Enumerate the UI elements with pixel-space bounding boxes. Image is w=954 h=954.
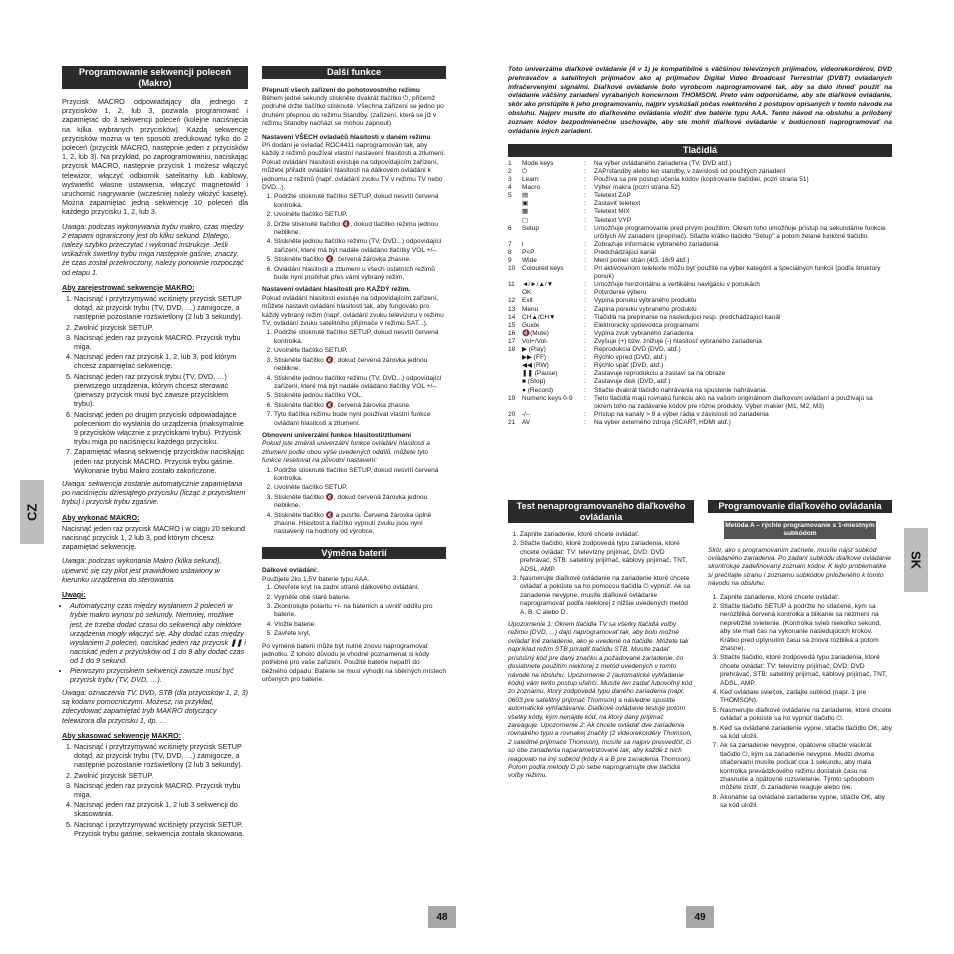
key-name: ▢ [522, 216, 529, 224]
key-separator: : [584, 378, 586, 386]
key-number [508, 217, 522, 225]
battery-title: Dálkové ovládání: [262, 567, 319, 575]
key-number: 11 [508, 281, 515, 289]
key-separator: : [584, 386, 586, 394]
step: 5. Nacisnąć i przytrzymywać wciśnięty przycisk SETUP. Przycisk trybu gaśnie, sekwencja została skasowana. [74, 820, 248, 838]
key-separator: : [584, 208, 586, 216]
key-row [508, 265, 892, 281]
key-separator: : [584, 265, 586, 273]
step: 1. Nacisnąć i przytrzymywać wciśnięty przycisk SETUP dotąd, aż przycisk trybu (TV, DVD, …) zamigocze, a następnie pozostanie rozświetlony (2 lub 3 sekundy). [74, 742, 248, 770]
volume-all-title: Nastavení VŠECH ovladačů hlasitosti v daném režimu [262, 133, 431, 141]
key-number: 10 [508, 265, 516, 273]
key-description: Mení pomer strán (4/3, 16/9 atď.) [594, 257, 690, 264]
key-description: Teletext MIX [594, 208, 630, 216]
key-separator: : [584, 200, 586, 208]
method-a-intro: Skôr, ako s programovaním začnete, musíte nájsť subkód ovládaného zariadenia. Po zadaní subkódu diaľkové ovládanie skontroluje zadefinovaný zoznam kódov. K tejto problematike si prečítajte stranu í zoznamu subkódov priloženého k tomto návodu na obsluhu. [708, 546, 891, 588]
key-description: Potvrdenie výberu [594, 289, 647, 297]
key-description: Stlačte dvakrát tlačidlo nahrávania na spustenie nahrávania. [594, 386, 768, 394]
key-number: 14 [508, 313, 516, 321]
step: 1. Nacisnąć i przytrzymywać wciśnięty przycisk SETUP dotąd, aż przycisk trybu (TV, DVD, …) zamigocze, a następnie pozostanie rozświetlony (2 lub 3 sekundy). [74, 294, 248, 322]
page-number-left: 48 [428, 906, 456, 928]
key-name: 🔇(Mute) [522, 329, 549, 337]
key-separator: : [584, 362, 586, 370]
key-description: Zobrazuje informácie vybraného zariadenia [594, 240, 719, 248]
step: 6. Stiskněte tlačítko 🔇, červená žárovka zhasne. [274, 402, 446, 410]
volume-each-steps [262, 329, 446, 427]
key-row [508, 314, 892, 322]
step: 6. Ovládání hlasitosti a ztlumení u všech ostatních režimů bude nyní probíhat přes vámi vybraný režim. [274, 266, 446, 283]
step: 3. Držte stisknuté tlačítko 🔇, dokud tlačítko režimu jednou neblikne. [274, 221, 446, 238]
key-name: Macro [522, 184, 541, 192]
key-row [508, 411, 892, 419]
key-name: AV [522, 418, 531, 426]
step: 5. Zavřete kryt. [274, 630, 446, 638]
key-description: Reprodukcia DVD (DVD, atď.) [594, 346, 681, 354]
step: 1. Zapnite zariadenie, ktoré chcete ovládať. [720, 594, 892, 602]
key-description: Rýchlo vpred (DVD, atď.) [594, 354, 667, 362]
key-description: Predchádzajúci kanál [594, 248, 656, 256]
key-number: 21 [508, 418, 516, 426]
remark: • Automatyczny czas między wysłaniem 2 poleceń w trybie makro wynosi pó sekundy. Niemniej, możliwe jest, że trzeba dodać czasu do sekwencji aby niektóre urządzenia mogły włączyć się. Aby dodać czas między wysłaniem 2 poleceń, naciskać jeden raz przycisk ❚❚ i naciskać jeden z przycisków od 1 do 9 aby dodać czas od 1 do 9 sekund. [70, 601, 248, 665]
step: 2. Stlačte tlačidlo, ktoré zodpovedá typu zariadenia, ktoré chcete ovládať: TV: televízny prijímač, DVD: DVD prehrávač, STB: satelitný prijímač, káblový prijímač, TNT, ADSL, AMP. [520, 540, 694, 574]
key-description: Vypína ponuku vybraného produktu [594, 297, 697, 305]
key-name: ❚❚ (Pause) [522, 370, 558, 378]
step: 5. Stiskněte jednou tlačítko VOL. [274, 392, 446, 400]
standby-title: Přepnutí všech zařízení do pohotovostního režimu [262, 86, 420, 94]
key-number: 8 [508, 248, 512, 256]
section-header-programming: Programovanie diaľkového ovládania [708, 500, 892, 513]
volume-all-steps [262, 193, 446, 282]
step: 3. Stlačte tlačidlo, ktoré zodpovedá typu zariadenia, ktoré chcete ovládať: TV: televízny prijímač, DVD: DVD prehrávač, STB: satelitný prijímač, káblový prijímač, TNT, ADSL, AMP. [720, 654, 892, 688]
battery-text: Použijete 2ks 1,5V baterie typu AAA. [262, 575, 370, 583]
section-header-macro: Programowanie sekwencji poleceń (Makro) [62, 66, 248, 89]
key-name: Coloured keys [522, 265, 564, 273]
key-number [508, 208, 522, 216]
key-separator: : [584, 167, 586, 175]
key-description: Umožňuje horizontálnu a vertikálnu navigáciu v ponukách [594, 281, 760, 289]
step: 2. Vyjměte obě staré baterie. [274, 594, 446, 602]
battery-steps [262, 584, 446, 638]
key-separator: : [584, 192, 586, 200]
battery-note: Po výměně baterií může být nutné znovu naprogramovat jednotku. Z tohoto důvodu je vhodné poznamenat si kódy potřebné pro vaše zařízení. Použité baterie nepatří do běžného odpadu. Baterie se musí vyhodit na sběrných místech určených pro baterie. [262, 642, 447, 684]
key-name: Wide [522, 257, 537, 264]
key-row [508, 387, 892, 395]
key-separator: : [584, 313, 586, 321]
key-description: Rýchlo späť (DVD, atď.) [594, 362, 664, 370]
key-name: Guide [522, 321, 540, 329]
key-row [508, 354, 892, 362]
key-row [508, 419, 892, 427]
key-separator: : [584, 224, 586, 232]
key-separator: : [584, 418, 586, 426]
subheading-remarks: Uwagi: [62, 589, 86, 599]
key-description: Elektronický sprievodca programami [594, 321, 699, 329]
page-number-right: 49 [686, 906, 714, 928]
subheading-run-macro: Aby wykonać MAKRO: [62, 512, 140, 522]
keys-table [508, 160, 892, 427]
key-separator: : [584, 289, 586, 297]
key-name: ● (Record) [522, 386, 554, 394]
reset-steps [262, 467, 446, 537]
section-header-batteries: Výměna baterií [262, 547, 446, 560]
key-row [508, 160, 892, 168]
key-number: 17 [508, 337, 516, 345]
key-number: 12 [508, 297, 516, 305]
key-number: 19 [508, 394, 516, 402]
key-description: Vypína zvuk vybraného zariadenia [594, 329, 694, 337]
key-number: 6 [508, 224, 512, 232]
key-name: i [522, 240, 524, 248]
volume-each-title: Nastavení ovládání hlasitosti pro KAŽDÝ režim. [262, 286, 411, 294]
key-name: ▶▶ (FF) [522, 354, 547, 362]
macro-note-1: Uwaga: podczas wykonywania trybu makro, czas między 2 etapami ograniczony jest do kilku sekund. Dlatego, należy szybko przeczytać i wykonać instrukcje. Jeśli wskaźnik świetlny trybu miga następnie gaśnie, znaczy, że czas został przekroczony, należy ponownie rozpocząć od etapu 1. [62, 221, 244, 277]
reset-title: Obnovení univerzální funkce hlasitosti/ztlumení [262, 431, 412, 439]
key-row [508, 338, 892, 346]
key-separator: : [584, 305, 586, 313]
step: 3. Nacisnąć jeden raz przycisk MACRO. Przycisk trybu miga. [74, 781, 248, 799]
column-3a [508, 500, 694, 786]
key-row [508, 330, 892, 338]
key-separator: : [584, 159, 586, 167]
key-number [508, 289, 522, 297]
step: 4. Nacisnąć jeden raz przycisk 1, 2, lub 3, pod którym chcesz zapamiętać sekwencję. [74, 352, 248, 370]
step: 3. Zkontrolujte polaritu +/- na bateriích a uvnitř oddílu pro baterie. [274, 603, 446, 620]
key-number [508, 354, 522, 362]
key-name: CH▲/CH▼ [522, 313, 556, 321]
key-name: Menu [522, 305, 539, 313]
key-row [508, 217, 892, 225]
step: 4. Keď ovládate sviečok, zadajte subkód (napr. 1 pre THOMSON). [720, 689, 892, 706]
key-description: Umožňuje programovanie pred prvým použitím. Okrem toho umožňuje prístup na sekundárne funkcie určitých AV zariadení (prepínač). Stlačte krátko tlačidlo "Setup" a potom želané funkčné tlačidlo. [594, 224, 886, 240]
step: 3. Stiskněte tlačítko 🔇, dokud červená žárovka jednou neblikne. [274, 494, 446, 511]
step: 8. Akonáhle sa ovládané zariadenie vypne, stlačte OK, aby sa kód uložil. [720, 794, 892, 811]
step: 5. Nacisnąć jeden raz przycisk trybu (TV, DVD, …) pierwszego urządzenia, którym chcesz sterować (pierwszy przycisk musi być zawsze przyciskiem trybu). [74, 372, 248, 409]
key-number: 15 [508, 321, 516, 329]
remark: • Pierwszym przyciskiem sekwencji zawsze musi być przycisk trybu (TV, DVD, …). [70, 666, 248, 684]
key-description: ZAP/standby alebo len standby, v závislosti od použitých zariadení [594, 167, 786, 175]
key-description: Zapína ponuku vybraného produktu [594, 305, 697, 313]
reset-text: Pokud jste změnili univerzální funkce ovládání hlasitosti a ztlumení podle obou výše uvedených oddílů, můžete tyto funkce resetovat na původní nastavení: [262, 440, 430, 465]
key-name: ◀◀ (RW) [522, 362, 549, 370]
key-separator: : [584, 248, 586, 256]
key-number [508, 362, 522, 370]
step: 1. Podržte stisknuté tlačítko SETUP, dokud nesvítí červená kontrolka. [274, 193, 446, 210]
section-header-test: Test nenaprogramovaného diaľkového ovládania [508, 500, 694, 523]
step: 3. Nacisnąć jeden raz przycisk MACRO. Przycisk trybu miga. [74, 333, 248, 351]
standby-text: Během jedné sekundy stiskněte dvakrát tlačítko ⏻, přičemž podruhé držte tlačítko stisknuté. Všechna zařízení se jedno po druhém přepnou do režimu Standby. (zařízení, která se již v režimu Standby nachází se mohou zapnout) [262, 94, 444, 128]
key-name: -/-- [522, 410, 531, 418]
key-row [508, 362, 892, 370]
subheading-delete-macro: Aby skasować sekwencję MAKRO: [62, 730, 182, 740]
key-description: Zastaviť teletext [594, 200, 641, 208]
key-number [508, 387, 522, 395]
sk-intro: Toto univerzálne diaľkové ovládanie (4 v 1) je kompatibilné s väčšinou televíznych prijímačov, videorekordérov, DVD prehrávačov a satelitných prijímačov ako aj prijímačov Digital Video Broadcast Terrestrial (DVBT) ovládaných infračervenými signálmi. Diaľkové ovládanie bolo vyrobcom naprogramované tak, aby sa dalo ihneď použiť na ovládanie väčšiny zariadení vyrábaných koncernom THOMSON. Preto vám odporúčame, aby ste diaľkové ovládanie, skôr ako pristúpite k jeho programovaniu, najprv vyskúšali počas niektorého z postupov opísaných v tomto návode na obsluhu. Najprv musíte do diaľkového ovládania vložiť dve batérie typu AAA. Tento návod na obsluhu a priložený zoznam kódov bezpodmienečne uschovajte, aby ste mohli diaľkové ovládanie v budúcnosti naprogramovať na ovládanie iných zariadení. [508, 66, 892, 135]
step: 6. Keď sa ovládané zariadenie vypne, stlačte tlačidlo OK, aby sa kód uložil. [720, 725, 892, 742]
step: 7. Tyto tlačítka režimu bude nyní používat vlastní funkce ovládání hlasitosti a ztlumení. [274, 411, 446, 428]
key-name: Learn [522, 176, 539, 184]
key-description: Tlačidlá na prepínanie na nasledujúci resp. predchádzajúci kanál [594, 313, 781, 321]
key-separator: : [584, 257, 586, 264]
step: 4. Stiskněte jednou tlačítko režimu (TV, DVD...) odpovídající zařízení, které má být nadále ovládáno tlačítky VOL +/–. [274, 375, 446, 392]
key-description: Teletext ZAP [594, 192, 631, 200]
remarks-list [62, 601, 248, 684]
language-tab-cz: CZ [20, 480, 44, 544]
step: 7. Zapamiętać własną sekwencję przycisków naciskając jeden raz przycisk MACRO. Przycisk trybu gaśnie. Wykonanie trybu Makro zostało zakończone. [74, 447, 248, 475]
key-row [508, 370, 892, 378]
key-description: Tieto tlačidlá majú rovnakú funkciu ako na vašom originálnom diaľkovom ovládaní a používajú sa okrem toho na zadávanie kódov pre rôzne produkty. Výber makier (M1, M2, M3) [594, 394, 873, 410]
key-row [508, 322, 892, 330]
key-separator: : [584, 321, 586, 329]
volume-each-text: Pokud ovládání hlasitosti existuje na odpovídajícím zařízení, můžete nastavit ovládání hlasitosti tak, aby fungovalo pro každý vybraný režim (např. ovládání zvuku televizoru v režimu TV, ovládání zvuku satelitního přijímače v režimu SAT...). [262, 294, 444, 328]
delete-macro-steps [62, 742, 248, 838]
step: 4. Stiskněte jednou tlačítko režimu (TV, DVD...) odpovídající zařízení, které má být nadále ovládáno tlačítky VOL +/–. [274, 238, 446, 255]
key-row [508, 289, 892, 297]
key-description: Zastavuje disk (DVD, atď.) [594, 378, 671, 386]
step: 1. Podržte stisknuté tlačítko SETUP, dokud nesvítí červená kontrolka. [274, 467, 446, 484]
test-steps [508, 531, 694, 617]
column-4 [708, 500, 892, 815]
key-description: Pri aktivovanom teletexte môžu byť použité na výber kategórií a špeciálnych funkcií (podľa štruktúry ponuk) [594, 265, 881, 281]
key-separator: : [584, 394, 586, 402]
method-a-steps [708, 594, 892, 811]
step: 2. Zwolnić przycisk SETUP. [74, 323, 248, 332]
key-number: 13 [508, 305, 516, 313]
register-macro-steps [62, 294, 248, 475]
section-header-other-functions: Další funkce [262, 66, 446, 79]
key-description: Používa sa pre postup učenia kódov (kopírovanie tlačidiel, pozri strana 51) [594, 176, 809, 184]
step: 2. Uvolněte tlačítko SETUP. [274, 484, 446, 492]
key-row [508, 184, 892, 192]
key-row [508, 378, 892, 386]
step: 3. Nasmerujte diaľkové ovládanie na zariadenie ktoré chcete ovládať a pokúste sa ho pomocou tlačidla ⏻ vypnúť. Ak sa zariadenie nevypne, musíte diaľkové ovládanie naprogramovať podľa niektorej z nižšie uvedených metód A, B, C alebo D. [520, 575, 694, 617]
key-name: ⏻ [522, 167, 528, 175]
key-separator: : [584, 281, 586, 289]
key-number: 9 [508, 257, 512, 264]
macro-note-4: Uwaga: oznaczenia TV, DVD, STB (dla przycisków 1, 2, 3) są kodami pomocniczymi. Możesz, na przykład, zdecydować zapamiętać tryb MAKRO dotyczący telewizora dla przycisku 1, itp. … [62, 687, 249, 725]
key-row [508, 168, 892, 176]
key-separator: : [584, 410, 586, 418]
step: 1. Zapnite zariadenie, ktoré chcete ovládať. [520, 531, 694, 539]
column-3 [508, 66, 892, 427]
volume-all-text: Při dodání je ovladač ROC4411 naprogramován tak, aby každý z režimů používal vlastní nastavení hlasitosti a ztlumení. Pokud ovládání hlasitosti existuje na odpovídajícím zařízení, můžete přiřadit ovládání hlasitosti na dálkovém ovládání k jednomu z režimů (např. ovládání zvuku TV v režimu TV nebo DVD...). [262, 141, 446, 191]
step: 3. Stiskněte tlačítko 🔇, dokud červená žárovka jednou neblikne. [274, 357, 446, 374]
macro-note-2: Uwaga: sekwencja zostanie automatycznie zapamiętana po naciśnięciu dziesiątego przycisku (licząc z przyciskiem trybu) i przycisk trybu zgaśnie. [62, 478, 246, 507]
step: 1. Otevřete kryt na zadní straně dálkového ovládání. [274, 584, 446, 592]
step: 4. Nacisnąć jeden raz przycisk 1, 2 lub 3 sekwencji do skasowania. [74, 800, 248, 818]
column-1 [62, 66, 248, 842]
step: 2. Uvolněte tlačítko SETUP. [274, 347, 446, 355]
step: 4. Vložte baterie. [274, 621, 446, 629]
key-name: ▶ (Play) [522, 346, 546, 354]
step: 1. Podržte stisknuté tlačítko SETUP, dokud nesvítí červená kontrolka. [274, 329, 446, 346]
key-description: Zastavuje reprodukciu a zastaví sa na obraze [594, 370, 726, 378]
macro-note-3: Uwaga: podczas wykonania Makro (kilka sekund), upewnić się czy pilot jest prawidłowo ustawiony w kierunku urządzenia do sterowania. [62, 556, 222, 584]
key-separator: : [584, 240, 586, 248]
key-name: ◄/►/▲/▼ [522, 281, 554, 289]
key-number: 3 [508, 176, 512, 184]
subheading-register-macro: Aby zarejestrować sekwencję MAKRO: [62, 282, 195, 292]
key-row [508, 281, 892, 289]
key-number: 4 [508, 184, 512, 192]
key-name: ▣ [522, 200, 529, 208]
step: 2. Stlačte tlačidlo SETUP a podržte ho stlačené, kým sa nerozbliká červená kontrolka a blikanie sa nezmení na nepretržité svietenie. (Kontrolka svieti niekoľko sekúnd, aby ste mali čas na vykonanie nasledujúcich krokov. Krátko pred uplynutím času sa znova rozbliká a potom zhasne). [720, 603, 892, 653]
key-number: 2 [508, 167, 512, 175]
key-description: Prístup na kanály > 9 a výber rádia v závislosti od zariadenia [594, 410, 769, 418]
key-name: Numeric keys 0-9 [522, 394, 573, 402]
key-row [508, 225, 892, 241]
language-tab-sk: SK [904, 528, 928, 592]
macro-intro: Przycisk MACRO odpowiadający dla jednego z przycisków 1, 2, lub 3, pozwala programować i zapamiętać do 3 sekwencji poleceń (kolejne naciśnięcia na kilka wybranych przycisków). Każdą sekwencję przycisków można w ten sposób zredukować tylko do 2 poleceń (przycisk MACRO, następnie jeden z przycisków 1, 2, lub 3). Na przykład, po zaprogramowaniu, naciskając przycisk MACRO, następnie przycisk 1 możesz włączyć telewizor, włączyć odbiornik satelitarny lub kablowy, wyświetlić własne ustawienia, włączyć magnetowid i uruchomić nagrywanie (wcześniej należy włożyć kasetę). Można zapamiętać jedną sekwencję 10 poleceń dla każdego przycisku 1, 2, lub 3. [62, 97, 248, 217]
key-row [508, 249, 892, 257]
key-row [508, 208, 892, 216]
key-number: 1 [508, 159, 512, 167]
step: 5. Nasmerujte diaľkové ovládanie na zariadenie, ktoré chcete ovládať a pokúste sa ho vypnúť tlačidlo ⏻. [720, 707, 892, 724]
key-description: Teletext VYP [594, 216, 632, 224]
step: 7. Ak sa zariadenie nevypne, opätovne stlačte viackrát tlačidlo ⏻, kým sa zariadenie nevypne. Medzi dvoma stlačeniami musíte počkať cca 1 sekundu, aby mala kontrolka prevádzkového režimu dostatok času na zhasnutie a opätovné rozsvietenie. Týmto spôsobom môžete zistiť, či zariadenie reaguje alebo nie. [720, 742, 892, 792]
key-number [508, 200, 522, 208]
key-separator: : [584, 184, 586, 192]
step: 2. Zwolnić przycisk SETUP. [74, 771, 248, 780]
key-number: 18 [508, 346, 516, 354]
key-name: Mode keys [522, 159, 554, 167]
key-separator: : [584, 329, 586, 337]
key-separator: : [584, 354, 586, 362]
key-row [508, 192, 892, 200]
key-number: 20 [508, 410, 516, 418]
key-row [508, 346, 892, 354]
key-name: ■ (Stop) [522, 378, 546, 386]
key-separator: : [584, 216, 586, 224]
method-a-header: Metóda A – rýchle programovanie s 1-miestnym subkódom [725, 521, 875, 537]
key-separator: : [584, 176, 586, 184]
step: 6. Nacisnąć jeden po drugim przyciski odpowiadające poleceniom do wysłania do urządzenia (maksymalnie 9 przycisków włącznie z przyciskami trybu). Przycisk trybu miga po naciśnięciu każdego przycisku. [74, 410, 248, 447]
key-number [508, 378, 522, 386]
section-header-keys: Tlačidlá [508, 144, 892, 157]
key-number: 5 [508, 192, 512, 200]
key-separator: : [584, 297, 586, 305]
key-name: Setup [522, 224, 539, 232]
test-notes: Upozornenie 1: Okrem tlačidla TV sa všetky tlačidlá voľby režimu (DVD, ...) dajú naprogramovať tak, aby bolo možné ovládať iné zariadenie, ako je uvedené na tlačidle. Môžete tak napríklad režim STB priradiť tlačidlu STB. Musíte zadať príslušný kód pre daný značku a požadované zariadenie, čo dosiahnete použitím niektorej z metód uvedených v tomto návode na obsluhu. Upozornenie 2 (automatické vyhľadanie kódu) vám tento postup uľahčí. Musíte len zadať ľubovoľný kód zo zoznamu, ktorý zodpovedá typu daného zariadenia (napr. 0603 pre satelitný prijímač Thomson) a následne spustite automatické vyhľadávanie. Diaľkové ovládanie testuje potom všetky kódy, kým nenájde kód, na ktorý daný prijímač zareaguje. Upozornenie 2: Ak chcete ovládať dve zariadenia rovnakého typu a rovnakej značky (2 videorekordéry Thomson, 2 satelitné prijímače Thomson), musíte sa najprv presvedčiť, či sú obe zariadenia naparametrizované tak, aby každé z nich reagovalo na iný subkód (kódy A a B pre zariadenia Thomson). Potom podľa metódy D po sebe naprogramujte dve tlačidlá voľby režimu. [508, 621, 693, 780]
key-row [508, 200, 892, 208]
key-name: OK [522, 289, 532, 297]
key-description: Na výber ovládaného zariadenia (TV, DVD atď.) [594, 159, 732, 167]
key-row [508, 306, 892, 314]
key-number: 7 [508, 240, 512, 248]
key-name: ▤ [522, 192, 529, 200]
key-name: ▦ [522, 208, 529, 216]
key-description: Výber makra (pozri strana 52) [594, 184, 680, 192]
key-description: Zvyšuje (+) bzw. znižuje (-) hlasitosť vybraného zariadenia [594, 337, 762, 345]
key-number: 16 [508, 329, 516, 337]
key-name: Exit [522, 297, 533, 305]
key-row [508, 241, 892, 249]
key-row [508, 297, 892, 305]
key-separator: : [584, 370, 586, 378]
key-row [508, 257, 892, 265]
key-number [508, 370, 522, 378]
key-row [508, 395, 892, 411]
run-macro-text: Nacisnąć jeden raz przycisk MACRO i w ciągu 20 sekund nacisnąć przycisk 1, 2 lub 3, pod którym chcesz zapamiętać sekwencję. [62, 523, 245, 552]
step: 4. Stiskněte tlačítko 🔇 a pusťte. Červená žárovka úplně zhasne. Hlasitost a tlačítko vypnutí zvuku jsou nyní nastaveny na hodnoty od výrobce. [274, 512, 446, 537]
key-separator: : [584, 337, 586, 345]
step: 5. Stiskněte tlačítko 🔇, červená žárovka zhasne. [274, 256, 446, 264]
key-name: Vol+/Vol- [522, 337, 548, 345]
step: 2. Uvolněte tlačítko SETUP. [274, 211, 446, 219]
key-description: Na výber externého zdroja (SCART, HDMI atď.) [594, 418, 731, 426]
key-separator: : [584, 346, 586, 354]
column-2 [262, 66, 446, 690]
key-name: P<P [522, 248, 535, 256]
key-row [508, 176, 892, 184]
